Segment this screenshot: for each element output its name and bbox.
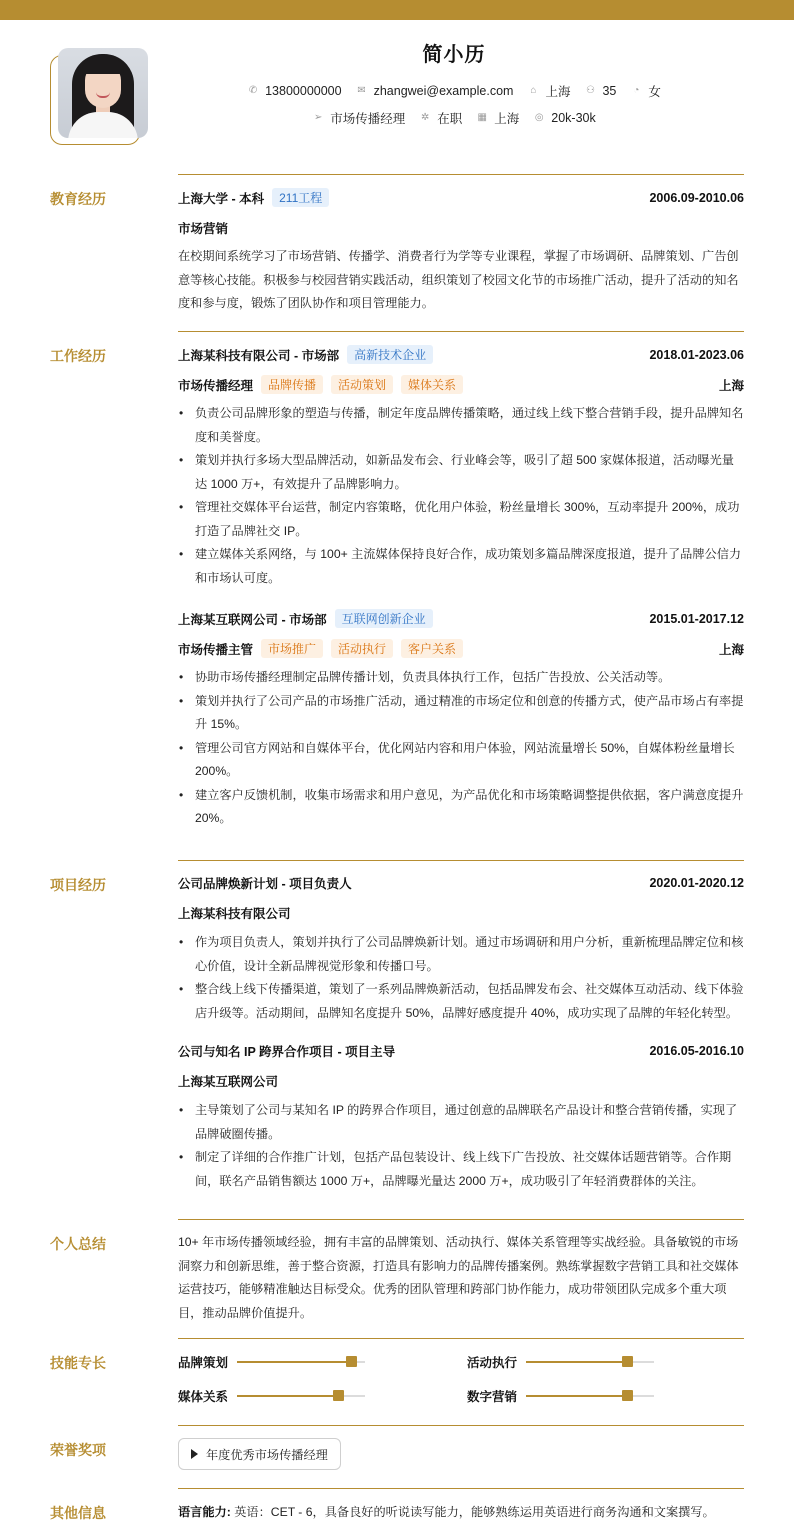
phone-text: 13800000000	[265, 84, 342, 98]
project-bullets	[178, 1099, 744, 1193]
skill-bar	[237, 1395, 365, 1397]
play-icon	[191, 1449, 198, 1459]
list-item: • 整合线上线下传播渠道，策划了一系列品牌焕新活动，包括品牌发布会、社交媒体互动活动、线下体验店升级等。活动期间，品牌知名度提升 50%，品牌好感度提升 40%，成功实现了品牌的年轻化转型。	[178, 978, 744, 1025]
salary-item	[533, 109, 595, 127]
education-divider	[178, 174, 744, 175]
job-bullets	[178, 666, 744, 831]
job-tag: 活动执行	[331, 639, 393, 658]
list-item: • 建立客户反馈机制，收集市场需求和用户意见，为产品优化和市场策略调整提供依据，客户满意度提升 20%。	[178, 784, 744, 831]
project-org-row	[178, 1072, 744, 1090]
awards-title: 荣誉奖项	[50, 1442, 106, 1458]
skill-knob	[622, 1356, 633, 1367]
skill-item	[178, 1387, 365, 1405]
summary-divider	[178, 1219, 744, 1220]
job-city: 上海	[718, 378, 744, 393]
list-item: • 管理社交媒体平台运营，制定内容策略，优化用户体验，粉丝量增长 300%，互动率提升 200%，成功打造了品牌社交 IP。	[178, 496, 744, 543]
project-header	[178, 1042, 744, 1060]
job-position-row	[178, 375, 744, 394]
contact-row	[0, 82, 794, 100]
skill-knob	[346, 1356, 357, 1367]
projects-title: 项目经历	[50, 877, 106, 893]
building-icon: ▦	[477, 112, 487, 123]
skill-item	[178, 1353, 365, 1371]
list-item: • 策划并执行了公司产品的市场推广活动，通过精准的市场定位和创意的传播方式，使产品市场占有率提升 15%。	[178, 690, 744, 737]
target-city-item	[476, 109, 519, 127]
job-date: 2018.01-2023.06	[649, 347, 744, 362]
project-org: 上海某互联网公司	[178, 1075, 279, 1089]
project-date: 2020.01-2020.12	[649, 876, 744, 890]
target-city-text: 上海	[494, 112, 520, 126]
status-icon: ✲	[421, 112, 430, 123]
school-tag: 211工程	[272, 188, 329, 207]
job-tag: 媒体关系	[401, 375, 463, 394]
job-position: 市场传播经理	[178, 378, 254, 393]
list-item: • 协助市场传播经理制定品牌传播计划，负责具体执行工作，包括广告投放、公关活动等。	[178, 666, 744, 690]
other-title: 其他信息	[50, 1505, 106, 1521]
summary-text: 10+ 年市场传播领域经验，拥有丰富的品牌策划、活动执行、媒体关系管理等实战经验。具备敏锐的市场洞察力和创新思维，善于整合资源，打造具有影响力的品牌传播案例。熟练掌握数字营销工具和社交媒体运营技巧，能够精准触达目标受众。优秀的团队管理和跨部门协作能力，成功带领团队完成多个重大项目，推动品牌价值提升。	[178, 1235, 739, 1320]
target-position-text: 市场传播经理	[330, 112, 406, 126]
major-row	[178, 219, 744, 237]
work-divider	[178, 331, 744, 332]
project-date: 2016.05-2016.10	[649, 1044, 744, 1058]
age-icon: ⚇	[585, 85, 595, 96]
company-name: 上海某科技有限公司 - 市场部	[178, 348, 340, 363]
skills-divider	[178, 1338, 744, 1339]
job-status-item	[419, 109, 462, 127]
email-text: zhangwei@example.com	[373, 84, 514, 98]
job-tag: 市场推广	[261, 639, 323, 658]
language-label: 语言能力:	[178, 1505, 231, 1519]
target-position-item	[312, 109, 405, 127]
phone-item	[247, 82, 341, 100]
top-accent-bar	[0, 0, 794, 20]
job-tag: 活动策划	[331, 375, 393, 394]
candidate-name: 简小历	[422, 44, 486, 66]
salary-icon: ◎	[534, 112, 544, 123]
skill-bar	[526, 1361, 654, 1363]
projects-divider	[178, 860, 744, 861]
job-position: 市场传播主管	[178, 642, 254, 657]
company-name: 上海某互联网公司 - 市场部	[178, 612, 327, 627]
job-tag: 品牌传播	[261, 375, 323, 394]
home-icon: ⌂	[530, 85, 537, 96]
company-tag: 互联网创新企业	[335, 609, 433, 628]
awards-divider	[178, 1425, 744, 1426]
job-date: 2015.01-2017.12	[649, 611, 744, 626]
award-label: 年度优秀市场传播经理	[206, 1447, 328, 1462]
list-item: • 制定了详细的合作推广计划，包括产品包装设计、线上线下广告投放、社交媒体话题营销等。合作期间，联名产品销售额达 1000 万+，品牌曝光量达 2000 万+，成功吸引了年轻消费群体的关注。	[178, 1146, 744, 1193]
education-desc: 在校期间系统学习了市场营销、传播学、消费者行为学等专业课程，掌握了市场调研、品牌策划、广告创意等核心技能。积极参与校园营销实践活动，组织策划了校园文化节的市场推广活动，提升了活动的知名度和参与度，锻炼了团队协作和项目管理能力。	[178, 249, 739, 310]
skill-name: 活动执行	[467, 1356, 518, 1370]
other-info	[178, 1503, 715, 1520]
skill-item	[467, 1387, 654, 1405]
mail-icon: ✉	[357, 85, 366, 96]
job-status-text: 在职	[437, 112, 463, 126]
project-org-row	[178, 904, 744, 922]
skill-knob	[333, 1390, 344, 1401]
job-header	[178, 609, 744, 628]
job-header	[178, 345, 744, 364]
education-title: 教育经历	[50, 191, 106, 207]
skill-bar	[526, 1395, 654, 1397]
project-name: 公司与知名 IP 跨界合作项目 - 项目主导	[178, 1045, 396, 1059]
language-text: 英语：CET - 6，具备良好的听说读写能力，能够熟练运用英语进行商务沟通和文案撰写。	[234, 1505, 715, 1519]
project-bullets	[178, 931, 744, 1025]
education-date: 2006.09-2010.06	[649, 190, 744, 205]
age-item	[584, 82, 616, 100]
school-name: 上海大学 - 本科	[178, 191, 265, 206]
project-name: 公司品牌焕新计划 - 项目负责人	[178, 877, 352, 891]
age-text: 35	[602, 84, 617, 98]
list-item: • 主导策划了公司与某知名 IP 的跨界合作项目，通过创意的品牌联名产品设计和整合营销传播，实现了品牌破圈传播。	[178, 1099, 744, 1146]
project-org: 上海某科技有限公司	[178, 907, 291, 921]
job-city: 上海	[718, 642, 744, 657]
skill-name: 媒体关系	[178, 1390, 229, 1404]
project-header	[178, 874, 744, 892]
gender-text: 女	[648, 85, 661, 99]
salary-text: 20k-30k	[551, 111, 596, 125]
summary-title: 个人总结	[50, 1236, 106, 1252]
skill-name: 数字营销	[467, 1390, 518, 1404]
skill-name: 品牌策划	[178, 1356, 229, 1370]
list-item: • 负责公司品牌形象的塑造与传播，制定年度品牌传播策略，通过线上线下整合营销手段，提升品牌知名度和美誉度。	[178, 402, 744, 449]
other-divider	[178, 1488, 744, 1489]
gender-item	[630, 82, 661, 100]
education-header	[178, 188, 744, 207]
city-text: 上海	[545, 85, 571, 99]
list-item: • 作为项目负责人，策划并执行了公司品牌焕新计划。通过市场调研和用户分析，重新梳理品牌定位和核心价值，设计全新品牌视觉形象和传播口号。	[178, 931, 744, 978]
skills-title: 技能专长	[50, 1355, 106, 1371]
city-item	[527, 82, 570, 100]
list-item: • 策划并执行多场大型品牌活动，如新品发布会、行业峰会等，吸引了超 500 家媒体报道，活动曝光量达 1000 万+，有效提升了品牌影响力。	[178, 449, 744, 496]
job-bullets	[178, 402, 744, 590]
skill-knob	[622, 1390, 633, 1401]
phone-icon: ✆	[248, 85, 258, 96]
skill-item	[467, 1353, 654, 1371]
job-position-row	[178, 639, 744, 658]
major: 市场营销	[178, 222, 229, 236]
intention-row	[0, 109, 794, 127]
job-tag: 客户关系	[401, 639, 463, 658]
gender-icon: ◔	[633, 85, 640, 96]
email-item	[356, 82, 514, 100]
skill-bar	[237, 1361, 365, 1363]
award-item[interactable]	[178, 1438, 341, 1470]
list-item: • 管理公司官方网站和自媒体平台，优化网站内容和用户体验，网站流量增长 50%，自媒体粉丝量增长 200%。	[178, 737, 744, 784]
company-tag: 高新技术企业	[347, 345, 433, 364]
work-title: 工作经历	[50, 348, 106, 364]
list-item: • 建立媒体关系网络，与 100+ 主流媒体保持良好合作，成功策划多篇品牌深度报道，提升了品牌公信力和市场认可度。	[178, 543, 744, 590]
send-icon: ➢	[314, 112, 323, 123]
